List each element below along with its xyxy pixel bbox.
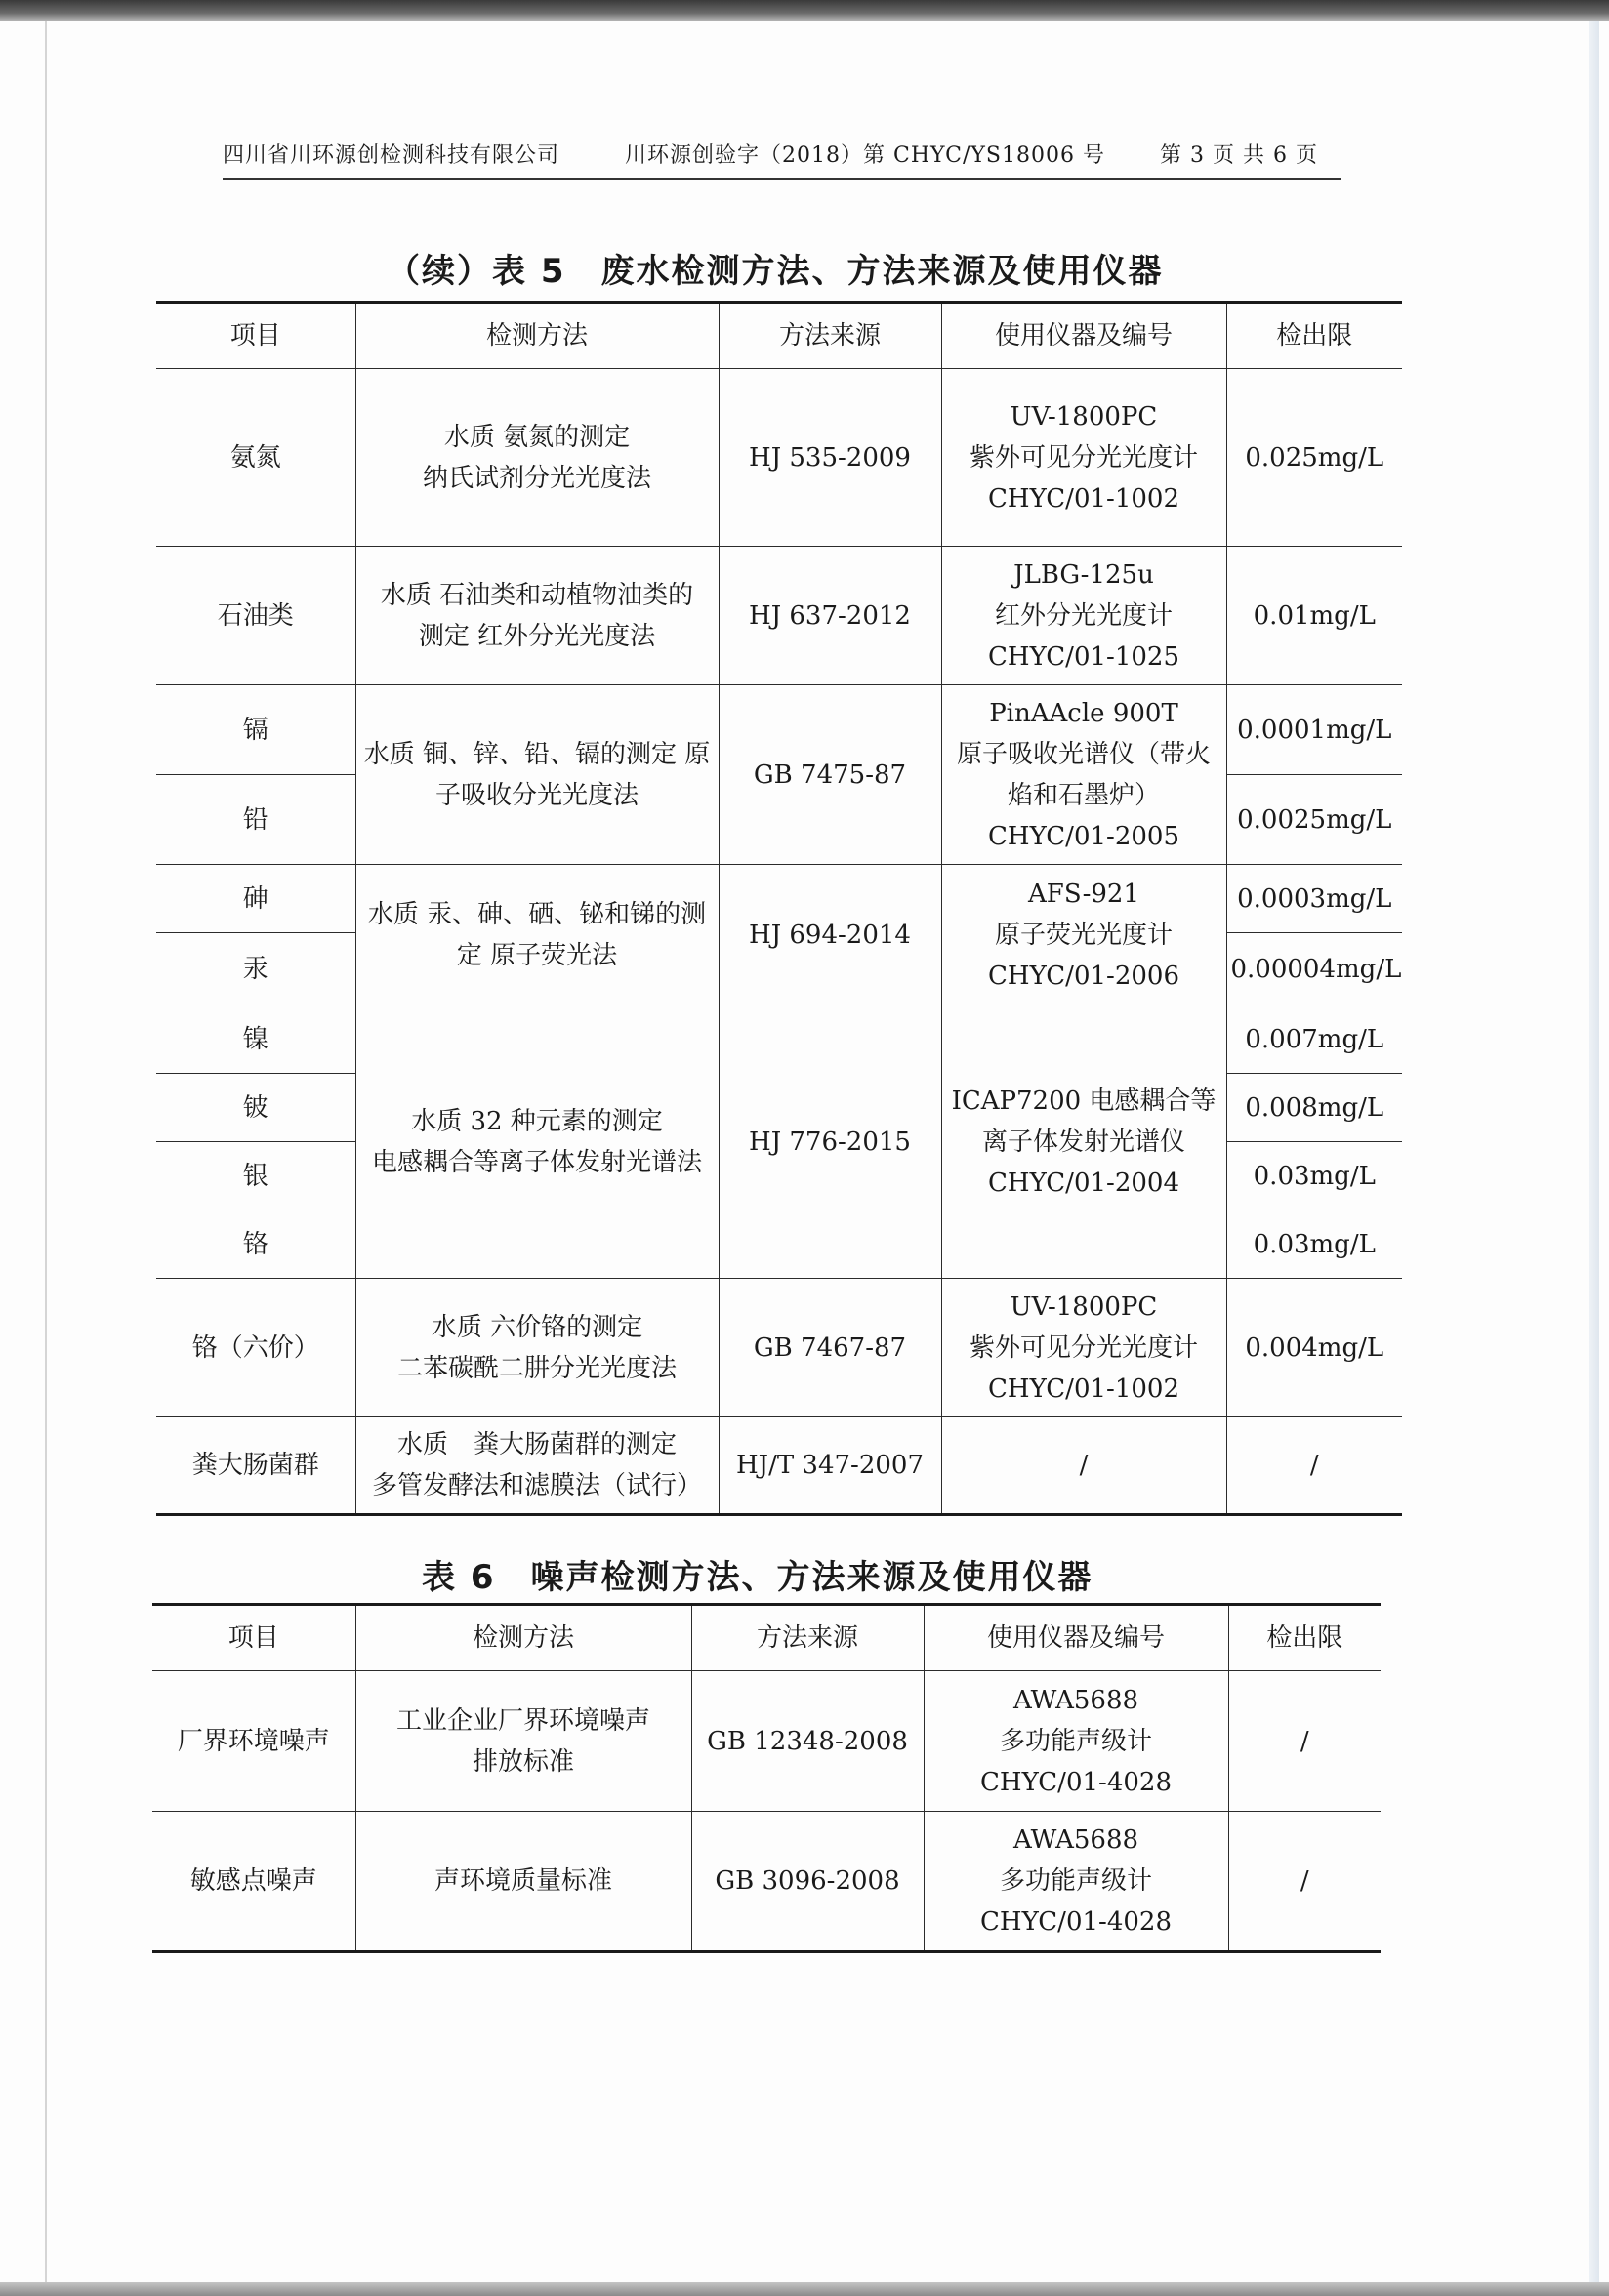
instrument-line: ICAP7200 电感耦合等 bbox=[951, 1086, 1217, 1116]
table-row bbox=[156, 1417, 1402, 1515]
instrument-cell bbox=[941, 369, 1226, 547]
instrument-line: 焰和石墨炉） bbox=[1007, 780, 1160, 810]
item-name: 铍 bbox=[156, 1074, 355, 1142]
item-name: 氨氮 bbox=[156, 369, 355, 547]
item-name: 镍 bbox=[156, 1005, 355, 1074]
limit-cell: / bbox=[1228, 1812, 1381, 1952]
instrument-cell bbox=[924, 1812, 1228, 1952]
item-name: 铅 bbox=[156, 775, 355, 865]
page-header bbox=[223, 139, 1345, 178]
method-line: 电感耦合等离子体发射光谱法 bbox=[371, 1147, 702, 1177]
scan-top-edge bbox=[0, 0, 1609, 21]
source-cell: HJ 694-2014 bbox=[719, 865, 941, 1005]
limit-cell: 0.03mg/L bbox=[1226, 1210, 1402, 1279]
instrument-line: AWA5688 bbox=[1012, 1825, 1139, 1855]
table6-header-item: 项目 bbox=[152, 1605, 355, 1671]
table-row bbox=[156, 547, 1402, 685]
instrument-line: 红外分光光度计 bbox=[994, 600, 1173, 631]
limit-cell: 0.025mg/L bbox=[1226, 369, 1402, 547]
item-name: 粪大肠菌群 bbox=[156, 1417, 355, 1515]
table-row bbox=[152, 1812, 1381, 1952]
item-name: 银 bbox=[156, 1142, 355, 1210]
instrument-line: UV-1800PC bbox=[1010, 401, 1158, 431]
source-cell: GB 3096-2008 bbox=[691, 1812, 924, 1952]
source-cell: HJ 535-2009 bbox=[719, 369, 941, 547]
item-name: 镉 bbox=[156, 685, 355, 775]
instrument-line: AFS-921 bbox=[1028, 879, 1139, 909]
method-cell bbox=[355, 685, 719, 865]
item-name: 厂界环境噪声 bbox=[152, 1671, 355, 1812]
instrument-cell bbox=[924, 1671, 1228, 1812]
method-cell bbox=[355, 1005, 719, 1279]
instrument-line: CHYC/01-4028 bbox=[980, 1907, 1172, 1937]
instrument-line: PinAAcle 900T bbox=[989, 698, 1178, 728]
instrument-cell bbox=[941, 865, 1226, 1005]
table-row bbox=[156, 369, 1402, 547]
item-name: 石油类 bbox=[156, 547, 355, 685]
limit-cell: / bbox=[1226, 1417, 1402, 1515]
limit-cell: 0.0001mg/L bbox=[1226, 685, 1402, 775]
method-line: 水质 汞、砷、硒、铋和锑的测 bbox=[367, 899, 707, 929]
table6-header-source: 方法来源 bbox=[691, 1605, 924, 1671]
method-cell bbox=[355, 865, 719, 1005]
instrument-cell bbox=[941, 547, 1226, 685]
limit-cell: 0.0003mg/L bbox=[1226, 865, 1402, 933]
instrument-line: CHYC/01-1002 bbox=[988, 483, 1179, 513]
limit-cell: 0.00004mg/L bbox=[1226, 933, 1402, 1005]
table-row bbox=[152, 1671, 1381, 1812]
item-name: 汞 bbox=[156, 933, 355, 1005]
instrument-line: CHYC/01-1025 bbox=[988, 641, 1179, 672]
page-left-edge bbox=[45, 21, 47, 2282]
header-rule bbox=[223, 178, 1341, 180]
method-line: 定 原子荧光法 bbox=[456, 940, 618, 970]
instrument-cell: / bbox=[941, 1417, 1226, 1515]
method-line: 水质 32 种元素的测定 bbox=[411, 1106, 663, 1136]
method-line: 水质 粪大肠菌群的测定 bbox=[396, 1430, 677, 1459]
method-line: 多管发酵法和滤膜法（试行） bbox=[371, 1471, 702, 1500]
method-line: 声环境质量标准 bbox=[433, 1866, 612, 1896]
method-cell bbox=[355, 369, 719, 547]
instrument-line: AWA5688 bbox=[1012, 1685, 1139, 1715]
limit-cell: 0.004mg/L bbox=[1226, 1279, 1402, 1417]
instrument-line: 多功能声级计 bbox=[999, 1866, 1152, 1896]
table-row bbox=[156, 1279, 1402, 1417]
company-name: 四川省川环源创检测科技有限公司 bbox=[223, 144, 560, 168]
source-cell: HJ/T 347-2007 bbox=[719, 1417, 941, 1515]
method-line: 工业企业厂界环境噪声 bbox=[395, 1705, 650, 1736]
source-cell: GB 7467-87 bbox=[719, 1279, 941, 1417]
table6-title: 表 6 噪声检测方法、方法来源及使用仪器 bbox=[422, 1558, 1093, 1597]
table6-header-instrument: 使用仪器及编号 bbox=[924, 1605, 1228, 1671]
method-cell bbox=[355, 1812, 691, 1952]
instrument-line: UV-1800PC bbox=[1010, 1292, 1158, 1322]
table5-header-limit: 检出限 bbox=[1226, 303, 1402, 369]
table5-header-source: 方法来源 bbox=[719, 303, 941, 369]
instrument-line: CHYC/01-4028 bbox=[980, 1767, 1172, 1797]
method-line: 水质 六价铬的测定 bbox=[431, 1312, 643, 1342]
page-right-edge bbox=[1589, 21, 1599, 2282]
instrument-cell bbox=[941, 1005, 1226, 1279]
instrument-line: 原子荧光光度计 bbox=[994, 920, 1173, 950]
instrument-line: JLBG-125u bbox=[1013, 559, 1154, 590]
instrument-line: CHYC/01-2006 bbox=[988, 961, 1179, 991]
table5-header-method: 检测方法 bbox=[355, 303, 719, 369]
report-number: 川环源创验字（2018）第 CHYC/YS18006 号 bbox=[625, 144, 1105, 168]
limit-cell: 0.01mg/L bbox=[1226, 547, 1402, 685]
limit-cell: 0.008mg/L bbox=[1226, 1074, 1402, 1142]
method-cell bbox=[355, 1671, 691, 1812]
source-cell: GB 12348-2008 bbox=[691, 1671, 924, 1812]
instrument-line: CHYC/01-2004 bbox=[988, 1168, 1179, 1198]
instrument-line: CHYC/01-1002 bbox=[988, 1374, 1179, 1404]
instrument-line: CHYC/01-2005 bbox=[988, 821, 1179, 851]
instrument-cell bbox=[941, 1279, 1226, 1417]
item-name: 铬（六价） bbox=[156, 1279, 355, 1417]
instrument-line: 紫外可见分光光度计 bbox=[969, 442, 1198, 472]
method-line: 水质 铜、锌、铅、镉的测定 原 bbox=[363, 739, 711, 769]
table-row bbox=[156, 865, 1402, 933]
method-line: 排放标准 bbox=[472, 1746, 574, 1777]
limit-cell: 0.03mg/L bbox=[1226, 1142, 1402, 1210]
item-name: 敏感点噪声 bbox=[152, 1812, 355, 1952]
table5-header-instrument: 使用仪器及编号 bbox=[941, 303, 1226, 369]
source-cell: HJ 637-2012 bbox=[719, 547, 941, 685]
table6-header-limit: 检出限 bbox=[1228, 1605, 1381, 1671]
table6-header-method: 检测方法 bbox=[355, 1605, 691, 1671]
table-row bbox=[156, 685, 1402, 775]
method-line: 纳氏试剂分光光度法 bbox=[422, 463, 651, 493]
instrument-line: 离子体发射光谱仪 bbox=[981, 1127, 1185, 1157]
item-name: 铬 bbox=[156, 1210, 355, 1279]
table5-title: （续）表 5 废水检测方法、方法来源及使用仪器 bbox=[387, 252, 1164, 291]
table6-noise-methods bbox=[152, 1603, 1381, 1953]
table5-header-item: 项目 bbox=[156, 303, 355, 369]
table-row bbox=[156, 1005, 1402, 1074]
limit-cell: 0.0025mg/L bbox=[1226, 775, 1402, 865]
method-cell bbox=[355, 547, 719, 685]
page-number: 第 3 页 共 6 页 bbox=[1160, 144, 1318, 168]
instrument-line: 紫外可见分光光度计 bbox=[969, 1332, 1198, 1363]
scan-bottom-edge bbox=[0, 2282, 1609, 2296]
method-cell bbox=[355, 1279, 719, 1417]
method-line: 水质 石油类和动植物油类的 bbox=[380, 580, 694, 610]
method-line: 子吸收分光光度法 bbox=[434, 780, 639, 810]
method-cell bbox=[355, 1417, 719, 1515]
limit-cell: / bbox=[1228, 1671, 1381, 1812]
method-line: 二苯碳酰二肼分光光度法 bbox=[396, 1353, 677, 1383]
method-line: 测定 红外分光光度法 bbox=[418, 621, 656, 651]
source-cell: HJ 776-2015 bbox=[719, 1005, 941, 1279]
method-line: 水质 氨氮的测定 bbox=[443, 422, 631, 452]
source-cell: GB 7475-87 bbox=[719, 685, 941, 865]
instrument-line: 多功能声级计 bbox=[999, 1726, 1152, 1756]
instrument-cell bbox=[941, 685, 1226, 865]
limit-cell: 0.007mg/L bbox=[1226, 1005, 1402, 1074]
table5-wastewater-methods bbox=[156, 301, 1402, 1516]
item-name: 砷 bbox=[156, 865, 355, 933]
instrument-line: 原子吸收光谱仪（带火 bbox=[956, 739, 1211, 769]
